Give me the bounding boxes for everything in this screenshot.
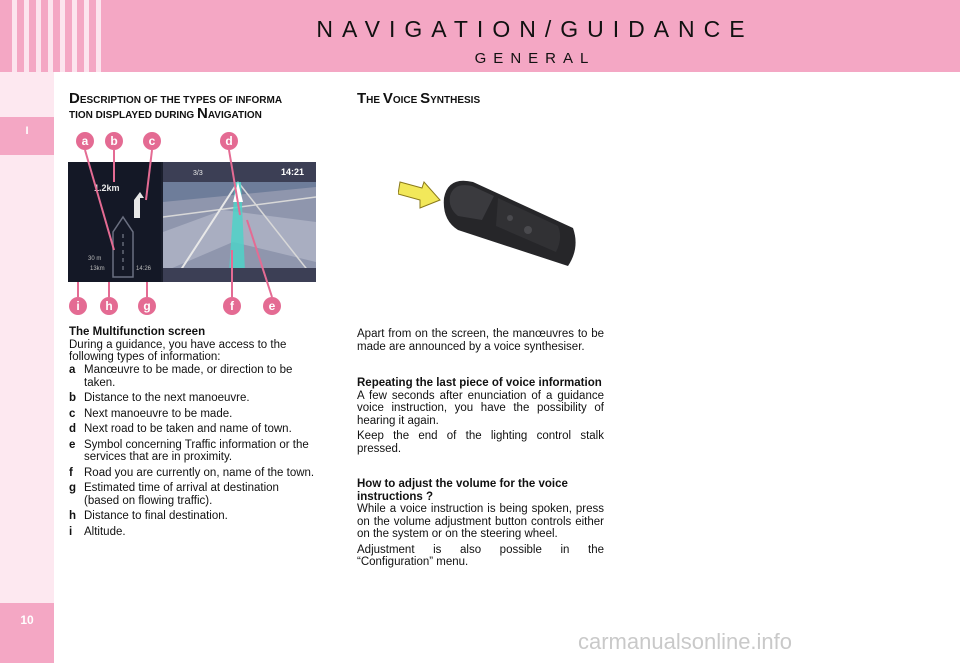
callout-a: a — [76, 132, 94, 150]
list-item — [69, 364, 317, 389]
list-item-text: Distance to final destination. — [84, 510, 228, 522]
header-stripe — [60, 0, 65, 72]
callout-e: e — [263, 297, 281, 315]
volume-adjust-text: While a voice instruction is being spoken, press on the volume adjustment button controls either on the system or on the steering wheel. — [357, 503, 604, 540]
page-number: 10 — [0, 603, 54, 663]
repeat-voice-text-2: Keep the end of the lighting control stalk pressed. — [357, 430, 604, 455]
repeat-voice-block — [357, 377, 604, 455]
volume-adjust-title: How to adjust the volume for the voice instructions ? — [357, 478, 568, 503]
nav-eta: 14:26 — [136, 266, 152, 272]
nav-altitude: 30 m — [88, 256, 102, 262]
information-types-list — [69, 364, 317, 541]
list-item-letter: d — [69, 423, 77, 435]
list-item-text: Distance to the next manoeuvre. — [84, 392, 250, 404]
header-stripe — [72, 0, 77, 72]
nav-distance-label: 1.2km — [94, 183, 120, 193]
list-item-letter: f — [69, 466, 73, 479]
list-item-text: Estimated time of arrival at destination (based on flowing traffic). — [84, 482, 279, 507]
list-item — [69, 408, 317, 421]
page-header — [0, 0, 960, 72]
multifunction-screen-text: During a guidance, you have access to the following types of information: — [69, 338, 287, 363]
list-item — [69, 392, 317, 405]
list-item-letter: c — [69, 407, 76, 420]
repeat-voice-text: A few seconds after enunciation of a guidance voice instruction, you have the possibility of hearing it again. — [357, 389, 604, 427]
nav-clock: 14:21 — [281, 167, 305, 177]
multifunction-screen-title: The Multifunction screen — [69, 326, 206, 338]
list-item — [69, 423, 317, 436]
callout-c: c — [143, 132, 161, 150]
list-item — [69, 510, 317, 523]
list-item-text: Road you are currently on, name of the town. — [84, 466, 315, 479]
voice-synthesis-intro: Apart from on the screen, the manœuvres to be made are announced by a voice synthesiser. — [357, 328, 604, 353]
callout-f: f — [223, 297, 241, 315]
nav-info-panel — [68, 162, 161, 282]
callout-b: b — [105, 132, 123, 150]
left-section-heading: DESCRIPTION OF THE TYPES OF INFORMA TION DISPLAYED DURING NAVIGATION — [69, 90, 283, 122]
volume-adjust-block — [357, 478, 604, 569]
callout-h: h — [100, 297, 118, 315]
list-item-letter: h — [69, 510, 77, 522]
volume-adjust-text-2: Adjustment is also possible in the “Configuration” menu. — [357, 543, 604, 568]
yellow-arrow-icon — [398, 182, 440, 208]
header-stripe — [96, 0, 101, 72]
page-title: NAVIGATION/GUIDANCE — [316, 16, 754, 42]
nav-info-graphics — [68, 162, 161, 282]
header-stripe — [36, 0, 41, 72]
nav-remaining-distance: 13km — [90, 266, 105, 272]
turn-arrow-icon — [134, 192, 144, 218]
list-item-letter: g — [69, 482, 77, 494]
repeat-voice-title: Repeating the last piece of voice information — [357, 377, 602, 389]
header-stripe — [12, 0, 17, 72]
list-item-letter: e — [69, 438, 76, 451]
right-section-heading: THE VOICE SYNTHESIS — [357, 90, 481, 107]
list-item-letter: i — [69, 525, 73, 538]
list-item — [69, 482, 317, 507]
watermark: carmanualsonline.info — [578, 629, 793, 654]
header-stripe — [24, 0, 29, 72]
nav-map-view — [163, 162, 316, 282]
list-item-letter: a — [69, 364, 76, 376]
header-stripe — [48, 0, 53, 72]
callout-i: i — [69, 297, 87, 315]
list-item-letter: b — [69, 392, 77, 404]
header-stripe — [84, 0, 89, 72]
list-item-text: Altitude. — [84, 525, 126, 538]
list-item — [69, 526, 317, 539]
list-item — [69, 467, 317, 480]
left-sidebar — [0, 72, 54, 663]
navigation-screen-image — [68, 162, 316, 282]
nav-counter: 3/3 — [193, 170, 203, 177]
list-item-text: Next manoeuvre to be made. — [84, 407, 233, 420]
list-item-text: Symbol concerning Traffic information or the services that are in proximity. — [84, 438, 309, 463]
section-tab: I — [0, 117, 54, 155]
multifunction-screen-intro — [69, 326, 317, 364]
list-item-text: Manœuvre to be made, or direction to be taken. — [84, 364, 293, 389]
list-item — [69, 439, 317, 464]
callout-d: d — [220, 132, 238, 150]
callout-g: g — [138, 297, 156, 315]
list-item-text: Next road to be taken and name of town. — [84, 423, 292, 435]
page-subtitle: GENERAL — [474, 50, 596, 67]
lighting-stalk-image — [398, 168, 578, 278]
